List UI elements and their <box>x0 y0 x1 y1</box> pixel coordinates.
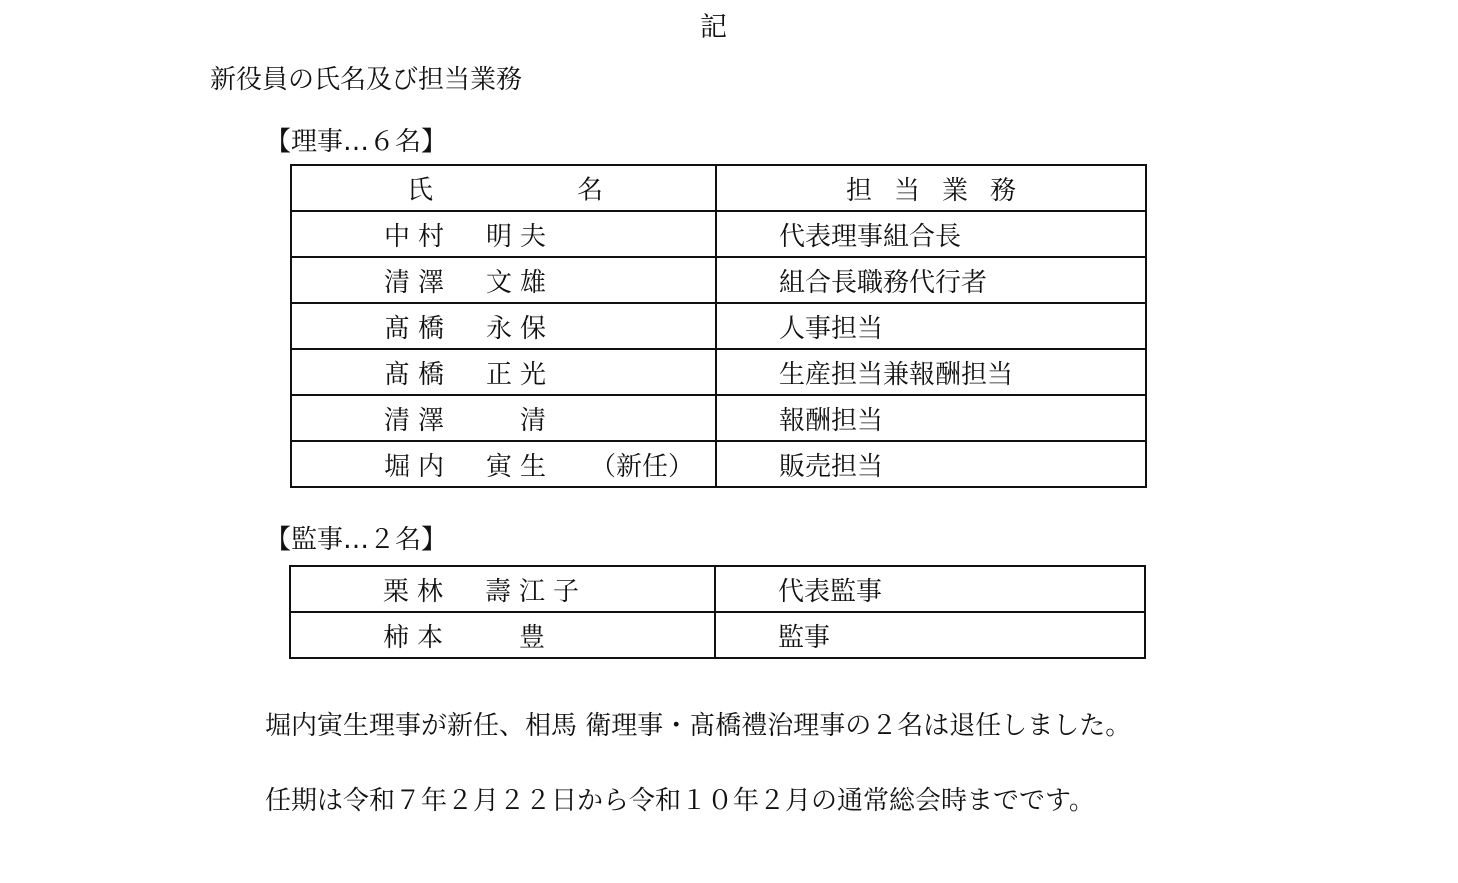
name-cell <box>290 612 715 658</box>
table-row <box>291 211 1146 257</box>
surname: 中村 <box>384 221 453 252</box>
given-name: 清 <box>486 405 555 436</box>
surname: 髙橋 <box>384 359 453 390</box>
table-row <box>290 612 1145 658</box>
surname: 清澤 <box>384 267 453 298</box>
duty-cell: 代表理事組合長 <box>716 211 1146 257</box>
surname: 栗林 <box>383 576 452 607</box>
surname: 柿本 <box>383 622 452 653</box>
surname: 清澤 <box>384 405 453 436</box>
duty-cell: 監事 <box>715 612 1145 658</box>
given-name: 壽江子 <box>485 576 588 607</box>
name-cell <box>291 349 716 395</box>
header-name-cell <box>291 165 716 211</box>
name-cell <box>291 211 716 257</box>
directors-label: 【理事…６名】 <box>265 127 448 157</box>
duty-cell: 組合長職務代行者 <box>716 257 1146 303</box>
header-name-left: 氏 <box>407 175 434 206</box>
duty-cell: 人事担当 <box>716 303 1146 349</box>
name-cell <box>290 566 715 612</box>
given-name: 永保 <box>486 313 555 344</box>
section-title: 新役員の氏名及び担当業務 <box>210 65 523 95</box>
table-row <box>290 566 1145 612</box>
surname: 堀内 <box>384 451 453 482</box>
duty-cell: 生産担当兼報酬担当 <box>716 349 1146 395</box>
directors-table <box>290 164 1147 488</box>
table-row <box>291 303 1146 349</box>
personnel-change-note: 堀内寅生理事が新任、相馬 衛理事・髙橋禮治理事の２名は退任しました。 <box>265 711 1132 741</box>
duty-cell: 販売担当 <box>716 441 1146 487</box>
surname: 髙橋 <box>384 313 453 344</box>
directors-table-header <box>291 165 1146 211</box>
given-name: 明夫 <box>486 221 555 252</box>
duty-cell: 報酬担当 <box>716 395 1146 441</box>
auditors-table <box>289 565 1146 659</box>
table-row <box>291 349 1146 395</box>
given-name: 豊 <box>485 622 554 653</box>
table-row <box>291 395 1146 441</box>
given-name: 文雄 <box>486 267 555 298</box>
given-name: 寅生 <box>486 451 555 482</box>
name-cell <box>291 303 716 349</box>
table-row <box>291 441 1146 487</box>
table-row <box>291 257 1146 303</box>
document-heading: 記 <box>700 12 727 43</box>
term-note: 任期は令和７年２月２２日から令和１０年２月の通常総会時までです。 <box>265 786 1095 816</box>
name-cell <box>291 441 716 487</box>
duty-cell: 代表監事 <box>715 566 1145 612</box>
new-appointment-note: （新任） <box>590 451 695 482</box>
header-name-right: 名 <box>577 175 604 206</box>
given-name: 正光 <box>486 359 555 390</box>
name-cell <box>291 395 716 441</box>
auditors-label: 【監事…２名】 <box>265 525 448 555</box>
name-cell <box>291 257 716 303</box>
header-duty-cell: 担当業務 <box>716 165 1146 211</box>
